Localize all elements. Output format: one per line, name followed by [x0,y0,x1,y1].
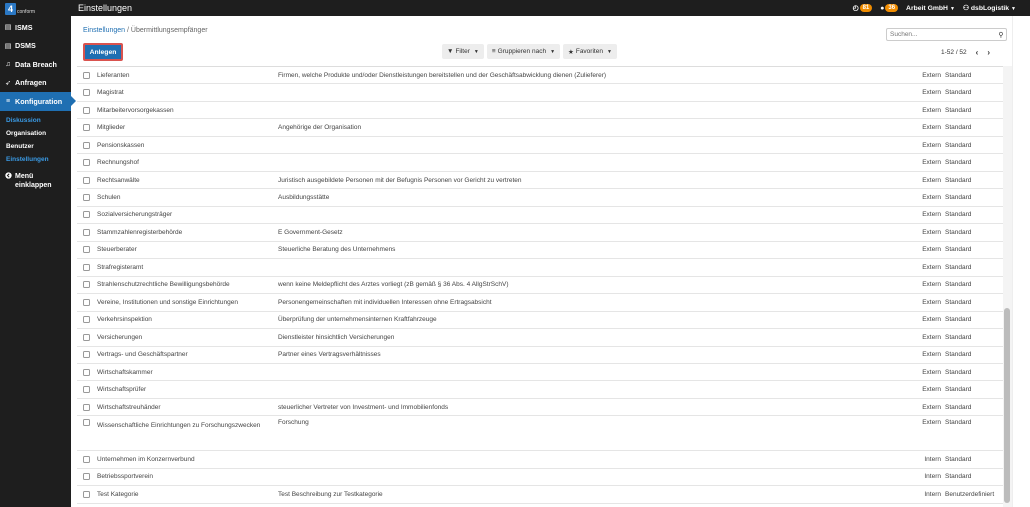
recipient-description: Angehörige der Organisation [278,124,362,132]
caret-down-icon: ▼ [550,48,556,55]
table-row[interactable] [77,451,1003,468]
recipient-name: Pensionskassen [97,141,145,149]
recipient-type: Intern [924,473,941,481]
recipient-name: Verkehrsinspektion [97,316,152,324]
sidebar-item-data-breach[interactable] [0,55,71,74]
recipient-description: steuerlicher Vertreter von Investment- und Immobilienfonds [278,403,449,411]
document-icon: ▤ [4,24,12,32]
row-checkbox[interactable] [83,264,90,271]
recipient-status: Standard [945,473,972,481]
recipient-type: Extern [922,333,941,341]
logo-mark: 4 [5,3,16,15]
recipient-type: Extern [922,351,941,359]
search-input[interactable] [890,31,996,38]
recipient-type: Extern [922,159,941,167]
table-row[interactable] [77,364,1003,381]
filter-label: Filter [455,48,470,55]
row-checkbox[interactable] [83,404,90,411]
message-notifications[interactable] [880,4,898,12]
sidebar [0,0,71,507]
recipient-type: Extern [922,316,941,324]
caret-down-icon: ▼ [606,48,612,55]
recipient-type: Extern [922,211,941,219]
recipient-status: Benutzerdefiniert [945,490,995,498]
collapse-label-line2: einklappen [15,181,52,189]
caret-down-icon: ▼ [1011,6,1016,12]
recipient-description: wenn keine Meldepflicht des Arztes vorliegt (zB gemäß § 36 Abs. 4 AllgStrSchV) [278,281,509,289]
filter-bar [442,44,617,59]
recipient-type: Extern [922,386,941,394]
collapse-label-line1: Menü [15,172,34,180]
row-checkbox[interactable] [83,159,90,166]
recipient-type: Intern [924,456,941,463]
logo-text: conform [17,8,36,15]
row-checkbox[interactable] [83,281,90,288]
recipient-description: Forschung [278,419,309,427]
chat-icon: ● [880,4,885,12]
table-row[interactable] [77,84,1003,101]
table-row[interactable] [77,399,1003,416]
recipient-status: Standard [945,386,972,394]
recipient-description: Test Beschreibung zur Testkategorie [278,490,383,498]
recipient-description: Partner eines Vertragsverhältnisses [278,351,381,359]
recipient-type: Extern [922,263,941,271]
recipient-status: Standard [945,106,972,114]
row-checkbox[interactable] [83,107,90,114]
sidebar-item-label: DSMS [15,41,36,51]
recipient-description: Steuerliche Beratung des Unternehmens [278,246,396,254]
recipient-status: Standard [945,211,972,219]
favorites-button[interactable] [563,44,617,59]
row-checkbox[interactable] [83,89,90,96]
recipient-name: Unternehmen im Konzernverbund [97,456,195,463]
table-row[interactable] [77,154,1003,171]
row-checkbox[interactable] [83,386,90,393]
send-icon: ➶ [5,79,11,87]
table-row[interactable] [77,329,1003,346]
table-row[interactable] [77,277,1003,294]
recipient-status: Standard [945,419,972,427]
recipient-name: Wirtschaftskammer [97,368,153,376]
recipient-name: Magistrat [97,89,124,97]
favorites-label: Favoriten [575,48,603,55]
recipient-status: Standard [945,124,972,132]
previous-page-icon[interactable]: ‹ [975,48,979,57]
recipient-name: Strahlenschutzrechtliche Bewilligungsbehörde [97,281,230,289]
table-row[interactable] [77,102,1003,119]
sidebar-item-label: Data Breach [15,59,57,69]
recipient-status: Standard [945,368,972,376]
table-row[interactable] [77,486,1003,503]
table-row[interactable] [77,347,1003,364]
recipient-name: Versicherungen [97,333,143,341]
group-by-button[interactable] [487,44,560,59]
subnav-diskussion[interactable]: Diskussion [6,116,41,124]
recipient-description: Ausbildungsstätte [278,194,330,202]
user-menu[interactable] [963,4,1016,12]
company-name: Arbeit GmbH [906,4,948,12]
recipient-status: Standard [945,141,972,149]
caret-down-icon: ▼ [473,48,479,55]
table-scrollbar[interactable] [1003,66,1012,507]
message-badge: 36 [885,4,898,12]
row-checkbox[interactable] [83,124,90,131]
table-row[interactable] [77,259,1003,276]
search-box [886,28,1007,41]
create-button[interactable]: Anlegen [83,43,123,61]
breadcrumb-parent-link[interactable]: Einstellungen [83,27,126,34]
recipient-description: Firmen, welche Produkte und/oder Dienstleistungen bereitstellen und der Geschäftsabwicklung dienen (Zulieferer) [278,71,607,79]
breadcrumb-current: Übermittlungsempfänger [130,27,208,34]
recipient-status: Standard [945,281,972,289]
row-checkbox[interactable] [83,142,90,149]
table-row[interactable] [77,189,1003,206]
table-row[interactable] [77,67,1003,84]
sidebar-item-isms[interactable] [0,18,71,37]
star-icon: ★ [568,48,574,56]
list-icon: ≡ [491,48,496,55]
table-row[interactable] [77,172,1003,189]
user-icon: ⚇ [962,5,970,12]
recipient-status: Standard [945,71,972,79]
clock-icon: ◴ [852,5,859,12]
recipient-type: Extern [922,141,941,149]
table-body [77,67,1003,504]
recipient-type: Extern [922,106,941,114]
row-checkbox[interactable] [83,334,90,341]
table-row[interactable] [77,137,1003,154]
recipient-status: Standard [945,246,972,254]
filter-button[interactable] [442,44,484,59]
row-checkbox[interactable] [83,177,90,184]
scrollbar-thumb[interactable] [1004,308,1010,503]
recipient-name: Strafregisteramt [97,263,144,271]
sidebar-item-label: ISMS [15,22,33,32]
row-checkbox[interactable] [83,369,90,376]
row-checkbox[interactable] [83,419,90,426]
recipient-name: Mitglieder [97,124,126,132]
sidebar-item-anfragen[interactable] [0,74,71,93]
recipient-name: Test Kategorie [97,490,139,498]
recipient-type: Intern [924,490,941,498]
row-checkbox[interactable] [83,211,90,218]
breadcrumb [83,27,208,34]
row-checkbox[interactable] [83,473,90,480]
recipients-table [77,66,1003,507]
table-row[interactable] [77,207,1003,224]
recipient-description: E Government-Gesetz [278,228,343,236]
table-row[interactable] [77,312,1003,329]
recipient-status: Standard [945,263,972,271]
recipient-status: Standard [945,89,972,97]
recipient-name: Wirtschaftstreuhänder [97,403,161,411]
recipient-type: Extern [922,194,941,202]
recipient-type: Extern [922,71,941,79]
document-icon: ▤ [4,42,12,50]
recipient-description: Personengemeinschaften mit individuellen Interessen ohne Ertragsabsicht [278,298,492,306]
recipient-name: Betriebssportverein [97,473,153,481]
row-checkbox[interactable] [83,456,90,463]
recipient-description: Juristisch ausgebildete Personen mit der Befugnis Personen vor Gericht zu vertreten [278,176,522,184]
recipient-status: Standard [945,351,972,359]
recipient-type: Extern [922,368,941,376]
next-page-icon[interactable]: › [987,48,991,57]
recipient-type: Extern [922,419,941,427]
collapse-label [15,172,52,190]
recipient-type: Extern [922,403,941,411]
recipient-type: Extern [922,124,941,132]
user-name: dsbLogistik [970,5,1010,12]
recipient-name: Sozialversicherungsträger [97,211,173,219]
pager [941,48,990,57]
recipient-type: Extern [922,298,941,306]
recipient-type: Extern [922,89,941,97]
top-navbar [71,0,1030,16]
breadcrumb-separator: / [126,27,129,34]
subnav-organisation[interactable]: Organisation [6,129,47,137]
subnav-einstellungen[interactable]: Einstellungen [6,155,49,163]
topbar-right [853,4,1030,12]
recipient-name: Wissenschaftliche Einrichtungen zu Forschungszwecken [97,422,261,430]
recipient-type: Extern [922,228,941,236]
table-row[interactable] [77,381,1003,398]
row-checkbox[interactable] [83,194,90,201]
recipient-status: Standard [945,456,972,463]
recipient-description: Dienstleister hinsichtlich Versicherungen [278,333,395,341]
sidebar-item-konfiguration[interactable] [0,92,71,111]
row-checkbox[interactable] [83,299,90,306]
recipient-status: Standard [945,194,972,202]
sidebar-item-label: Konfiguration [15,96,63,106]
activity-notifications[interactable] [853,4,873,12]
config-submenu [0,111,71,169]
recipient-name: Rechtsanwälte [97,176,140,184]
bell-icon: ♫ [5,60,11,68]
recipient-name: Stammzahlenregisterbehörde [97,228,183,236]
recipient-type: Extern [922,246,941,254]
row-checkbox[interactable] [83,72,90,79]
activity-badge: 81 [860,4,873,12]
search-icon[interactable]: ⚲ [998,31,1004,39]
row-checkbox[interactable] [83,246,90,253]
subnav-benutzer[interactable]: Benutzer [6,142,34,150]
sidebar-item-label: Anfragen [15,78,47,88]
recipient-type: Extern [922,176,941,184]
collapse-icon [4,172,12,180]
group-by-label: Gruppieren nach [497,48,547,55]
filter-icon: ▼ [447,48,454,55]
recipient-status: Standard [945,228,972,236]
table-row[interactable] [77,224,1003,241]
recipient-status: Standard [945,298,972,306]
company-switcher[interactable] [906,5,955,12]
recipient-name: Steuerberater [97,246,137,254]
recipient-name: Schulen [97,194,121,202]
sliders-icon: ≡ [5,97,11,105]
recipient-name: Vertrags- und Geschäftspartner [97,351,188,359]
recipient-status: Standard [945,159,972,167]
row-checkbox[interactable] [83,491,90,498]
pager-value[interactable]: 1-52 / 52 [941,49,967,56]
table-row[interactable] [77,242,1003,259]
recipient-name: Rechnungshof [97,159,139,167]
recipient-status: Standard [945,333,972,341]
recipient-description: Überprüfung der unternehmensinternen Kraftfahrzeuge [278,316,437,324]
recipient-status: Standard [945,403,972,411]
recipient-name: Mitarbeitervorsorgekassen [97,106,174,114]
recipient-status: Standard [945,316,972,324]
collapse-menu-button[interactable] [0,172,71,190]
recipient-type: Extern [922,281,941,289]
table-row[interactable] [77,294,1003,311]
recipient-name: Vereine, Institutionen und sonstige Einrichtungen [97,298,238,306]
row-checkbox[interactable] [83,316,90,323]
app-logo[interactable] [0,0,71,18]
sidebar-item-dsms[interactable] [0,37,71,56]
table-row[interactable] [77,416,1003,451]
page-title: Einstellungen [78,3,133,13]
table-row[interactable] [77,469,1003,486]
caret-down-icon: ▼ [949,5,955,12]
row-checkbox[interactable] [83,229,90,236]
recipient-status: Standard [945,176,972,184]
recipient-name: Lieferanten [97,71,130,79]
recipient-name: Wirtschaftsprüfer [97,386,147,394]
table-row[interactable] [77,119,1003,136]
row-checkbox[interactable] [83,351,90,358]
right-gutter [1012,16,1030,507]
